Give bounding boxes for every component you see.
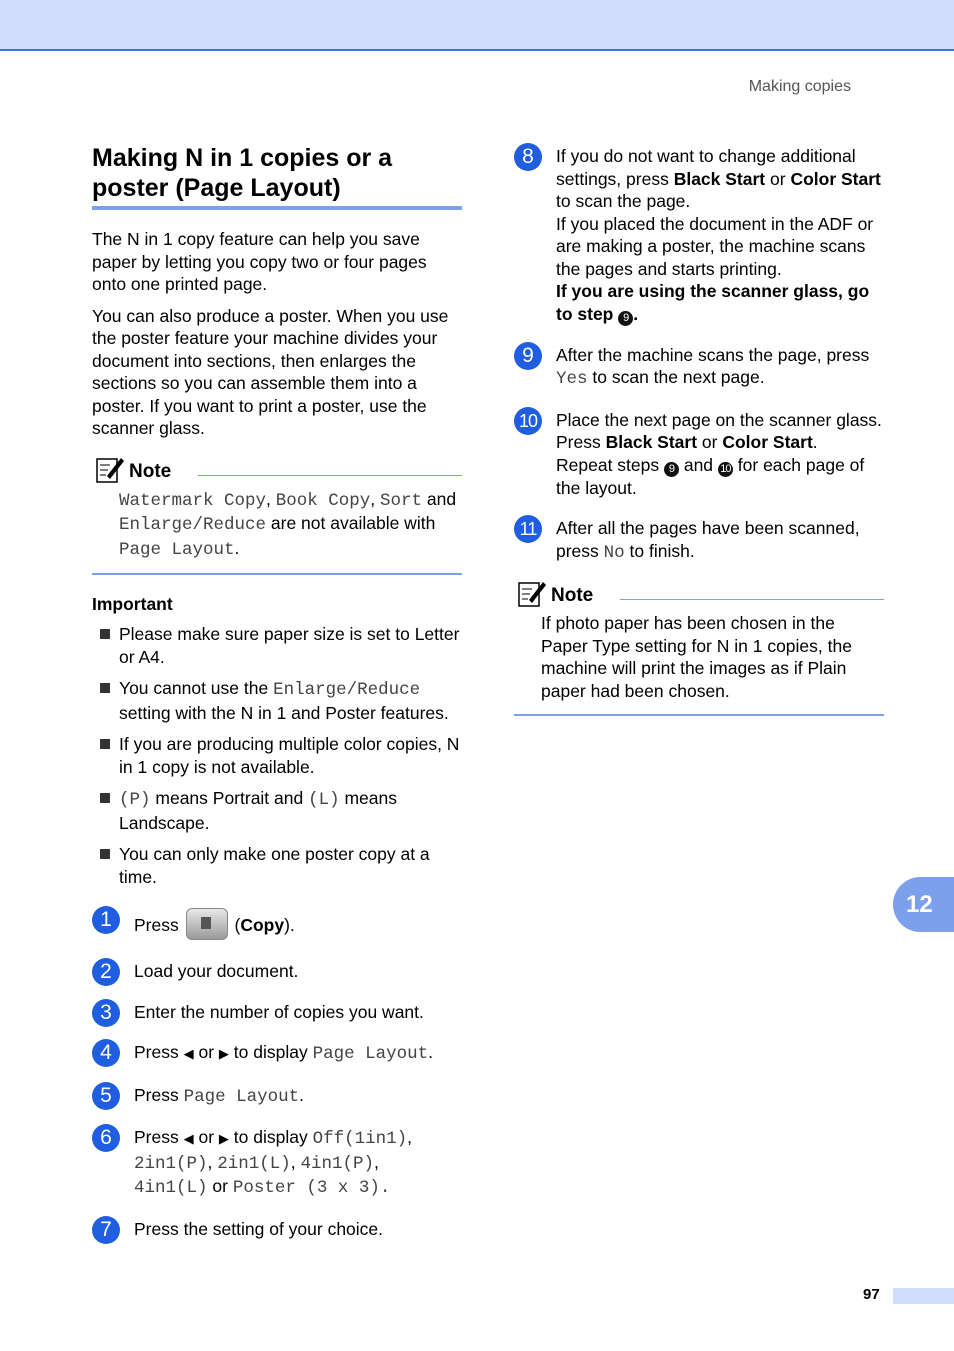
separator: , [290, 1151, 301, 1172]
mode-page-layout: Page Layout [119, 539, 235, 560]
step-text: Repeat steps [556, 454, 664, 475]
step-5 [92, 1084, 462, 1109]
bullet-text: means Landscape. [119, 788, 397, 833]
step-text: After the machine scans the page, press [556, 344, 870, 365]
step-text: to display [228, 1127, 313, 1147]
step-7 [92, 1218, 462, 1241]
bullet-text: Please make sure paper size is set to Letter or A4. [119, 624, 460, 667]
option-yes: Yes [556, 369, 588, 389]
list-item [92, 677, 462, 724]
right-column [514, 143, 884, 716]
step-ref-10: 10 [718, 462, 733, 477]
step-text: . [379, 1178, 391, 1198]
step-4 [92, 1041, 462, 1066]
right-arrow-icon: ▶ [218, 1131, 229, 1146]
note-text-fragment: and [422, 488, 457, 509]
right-arrow-icon: ▶ [218, 1046, 229, 1061]
list-item [92, 623, 462, 668]
step-text: to scan the page. [556, 191, 691, 211]
note-box [92, 454, 462, 576]
step-text: After all the pages have been scanned, press [556, 518, 860, 561]
option-poster: Poster (3 x 3) [232, 1178, 380, 1198]
note-text [119, 488, 462, 562]
option-4in1-l: 4in1(L) [134, 1178, 208, 1198]
list-item [92, 787, 462, 834]
note-text-fragment: . [234, 537, 240, 558]
step-text: . [299, 1084, 305, 1105]
step-number-6: 6 [92, 1124, 120, 1152]
intro-paragraph-2: You can also produce a poster. When you use the poster feature your machine divides your document into sections, then enlarges the sections so you can assemble them into a poster. If you want to print a poster, use the scanner glass. [92, 305, 449, 438]
step-text: ( [229, 915, 241, 935]
mode-watermark-copy: Watermark Copy [119, 490, 267, 511]
step-text: to scan the next page. [587, 367, 765, 387]
step-number-3: 3 [92, 999, 120, 1027]
step-11 [514, 517, 884, 564]
intro-paragraph-1: The N in 1 copy feature can help you save paper by letting you copy two or four pages onto one printed page. [92, 229, 427, 294]
step-number-1: 1 [92, 906, 120, 934]
step-text: or [697, 432, 723, 452]
bullet-text: You cannot use the [119, 678, 274, 698]
note-header [514, 578, 884, 612]
step-text: ). [284, 915, 295, 935]
bullet-text: You can only make one poster copy at a time. [119, 844, 430, 887]
step-text: If you placed the document in the ADF or are making a poster, the machine scans the pages and starts printing. [556, 213, 874, 279]
option-2in1-p: 2in1(P) [134, 1153, 208, 1174]
copy-button-icon [186, 908, 228, 940]
option-off: Off(1in1) [312, 1129, 408, 1149]
important-heading: Important [92, 594, 173, 614]
section-title: Making N in 1 copies or a poster (Page Layout) [92, 143, 462, 210]
step-6 [92, 1126, 462, 1200]
portrait-code: (P) [119, 790, 151, 810]
step-text: for each page of the layout. [556, 454, 865, 498]
option-no: No [603, 542, 625, 563]
separator: , [407, 1127, 412, 1147]
step-text: Load your document. [134, 961, 299, 981]
bullet-text: If you are producing multiple color copies, N in 1 copy is not available. [119, 734, 460, 777]
step-text-bold: . [633, 303, 639, 324]
bullet-square-icon [100, 849, 110, 859]
black-start-key: Black Start [605, 432, 698, 452]
bullet-square-icon [100, 793, 110, 803]
separator: , [370, 488, 381, 509]
step-text: or [207, 1176, 233, 1196]
steps-left [92, 908, 462, 1240]
left-column [92, 143, 462, 1240]
step-number-4: 4 [92, 1039, 120, 1067]
note-text-fragment: are not available with [266, 513, 436, 533]
left-arrow-icon: ◀ [183, 1046, 194, 1061]
step-ref-9: 9 [618, 311, 633, 326]
step-text: Press [556, 432, 606, 452]
step-8 [514, 145, 884, 326]
step-text: If you do not want to change additional settings, press [556, 146, 856, 189]
step-text: Press [134, 1042, 184, 1062]
mode-enlarge-reduce: Enlarge/Reduce [273, 680, 421, 700]
step-number-5: 5 [92, 1082, 120, 1110]
step-number-9: 9 [514, 342, 542, 370]
step-text: or [193, 1042, 219, 1062]
separator: , [374, 1151, 379, 1172]
step-1 [92, 908, 462, 940]
note-rule [198, 475, 462, 476]
step-text: . [812, 432, 818, 452]
step-2 [92, 960, 462, 983]
step-text: Press the setting of your choice. [134, 1218, 384, 1239]
note-pencil-icon [95, 454, 125, 484]
step-number-7: 7 [92, 1216, 120, 1244]
note-pencil-icon [517, 578, 547, 608]
bullet-square-icon [100, 683, 110, 693]
step-text: Press [134, 1084, 184, 1105]
step-number-10: 10 [514, 407, 542, 435]
step-number-8: 8 [514, 143, 542, 171]
separator: , [266, 488, 276, 509]
top-band [0, 0, 954, 51]
bullet-text: setting with the N in 1 and Poster features. [119, 702, 449, 723]
separator: , [207, 1151, 218, 1172]
page-number: 97 [863, 1286, 880, 1303]
step-text: to finish. [624, 540, 695, 561]
list-item [92, 843, 462, 888]
step-9 [514, 344, 884, 391]
step-number-11: 11 [514, 515, 542, 543]
list-item [92, 733, 462, 778]
color-start-key: Color Start [722, 432, 813, 452]
mode-page-layout: Page Layout [312, 1044, 429, 1064]
mode-page-layout: Page Layout [183, 1086, 300, 1107]
mode-enlarge-reduce: Enlarge/Reduce [119, 515, 267, 535]
note-title: Note [551, 585, 594, 606]
step-number-2: 2 [92, 958, 120, 986]
option-4in1-p: 4in1(P) [300, 1153, 375, 1174]
step-text: Press [134, 915, 184, 935]
note-box [514, 578, 884, 716]
color-start-key: Color Start [790, 168, 881, 189]
note-text: If photo paper has been chosen in the Paper Type setting for N in 1 copies, the machine will print the images as if Plain paper had been chosen. [541, 613, 852, 701]
option-2in1-l: 2in1(L) [217, 1153, 291, 1174]
step-text: and [678, 454, 718, 475]
step-3 [92, 1001, 462, 1024]
black-start-key: Black Start [673, 168, 766, 189]
step-text: or [765, 168, 791, 189]
page-number-bar [893, 1288, 954, 1304]
landscape-code: (L) [308, 790, 340, 810]
step-text: to display [228, 1042, 313, 1062]
bullet-square-icon [100, 629, 110, 639]
note-rule [620, 599, 884, 600]
step-text: Place the next page on the scanner glass. [556, 409, 882, 430]
step-text: or [193, 1127, 219, 1147]
note-title: Note [129, 460, 172, 482]
bullet-text: means Portrait and [150, 788, 309, 808]
important-list [92, 623, 462, 888]
running-title: Making copies [748, 78, 851, 95]
step-text: . [428, 1042, 433, 1062]
step-ref-9: 9 [664, 462, 679, 477]
mode-book-copy: Book Copy [275, 490, 371, 511]
bullet-square-icon [100, 739, 110, 749]
left-arrow-icon: ◀ [183, 1131, 194, 1146]
step-text-bold: If you are using the scanner glass, go to step [556, 281, 870, 324]
chapter-tab: 12 [893, 877, 954, 932]
step-text: Enter the number of copies you want. [134, 1001, 424, 1022]
note-header [92, 454, 462, 488]
step-10 [514, 409, 884, 500]
step-text: Press [134, 1127, 184, 1147]
copy-key-label: Copy [240, 915, 285, 935]
mode-sort: Sort [380, 490, 423, 511]
